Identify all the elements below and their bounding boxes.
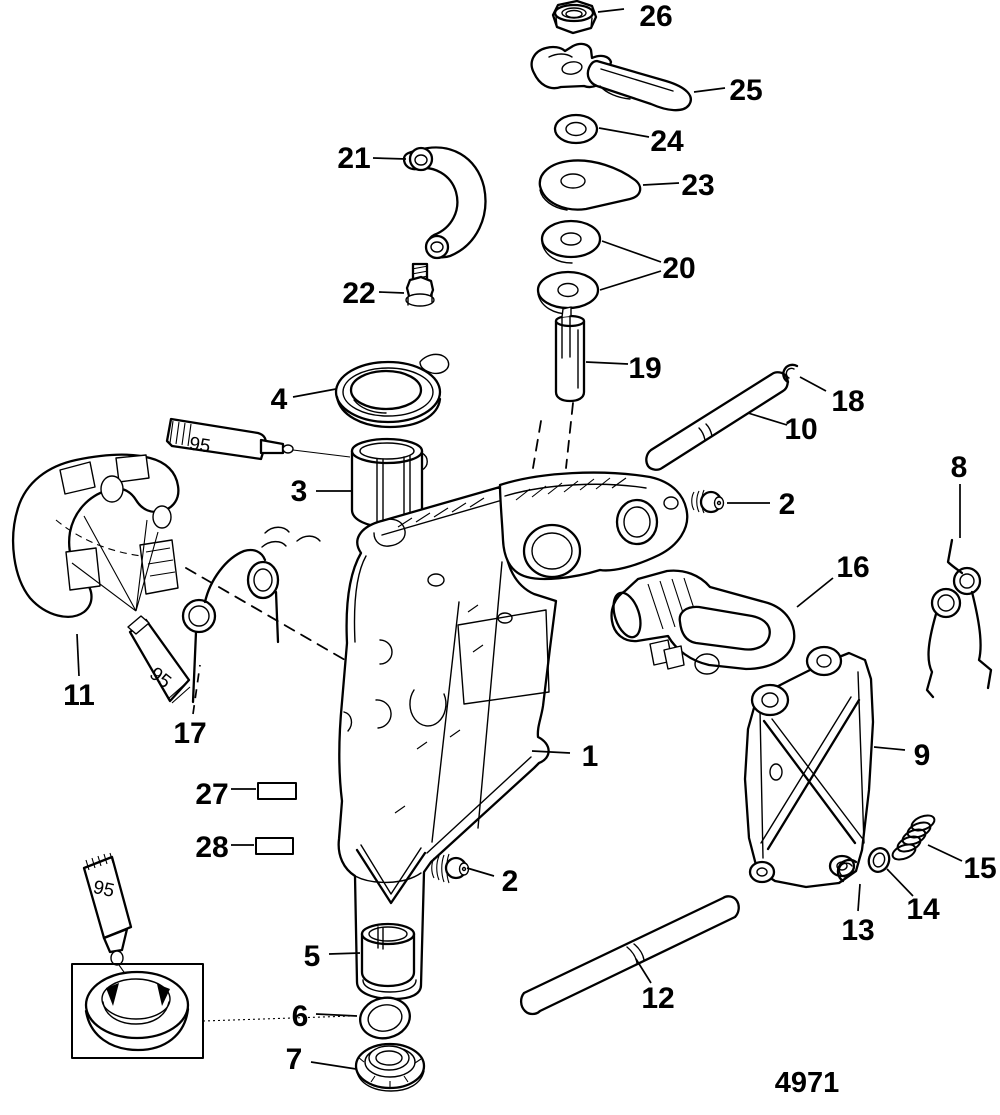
leader-line-5-26 [329,953,360,954]
callout-18-8: 18 [831,385,865,418]
part-15-spring [890,812,936,862]
callout-2-12: 2 [778,488,796,521]
callout-11-15: 11 [63,679,95,712]
callout-25-1: 25 [729,74,763,107]
leader-line-13-23 [858,884,860,911]
part-2-grease-fitting-lower [432,854,469,883]
callout-15-21: 15 [963,852,997,885]
callout-3-11: 3 [290,475,308,508]
callout-23-3: 23 [681,169,715,202]
part-7-seal-carrier [356,1044,424,1091]
leader-line-22-6 [379,292,404,293]
callout-22-6: 22 [342,277,376,310]
part-12-tilt-pin [521,896,739,1014]
callout-1-17: 1 [581,740,599,773]
lubricant-tube-top [167,419,350,459]
callout-21-4: 21 [337,142,371,175]
leader-line-7-28 [311,1062,356,1069]
leader-line-21-4 [373,158,406,159]
callout-17-16: 17 [173,717,207,750]
part-27-decal [258,783,296,799]
lubricant-95-label-bottom: 95 [91,876,117,902]
leader-line-20-5 [602,241,661,262]
leader-line-15-21 [928,845,962,861]
leader-line-23-3 [643,183,679,185]
leader-line-2-24 [467,868,494,876]
callout-13-23: 13 [841,914,875,947]
part-21-clamp-half-ring [404,148,485,258]
lubricant-95-label-middle: 95 [145,663,175,693]
callout-12-25: 12 [641,982,675,1015]
part-25-tilt-lock-lever [532,44,691,110]
callout-16-14: 16 [836,551,870,584]
callout-8-13: 8 [950,451,968,484]
callout-7-28: 7 [285,1043,303,1076]
leader-line-16-14 [797,578,833,607]
part-1-swivel-bracket [262,473,687,999]
part-2-grease-fitting-upper [692,490,724,513]
part-20-washers [538,221,600,314]
leader-line-12-25 [636,959,651,983]
part-28-decal [256,838,293,854]
part-10-tilt-rod [646,372,787,469]
leader-line-26-0 [598,9,624,12]
leader-line-24-2 [599,128,649,137]
callout-24-2: 24 [650,125,684,158]
leader-line-19-7 [586,362,628,364]
part-6-o-ring [356,993,413,1043]
callout-4-10: 4 [270,383,288,416]
part-19-pivot-pin [556,307,584,401]
part-16-transom-clamp [608,571,794,674]
thrust-ring-inset-box [72,964,352,1058]
part-8-lock-spring [927,540,991,697]
part-26-locknut [553,1,596,33]
leader-line-14-22 [887,869,913,896]
callout-26-0: 26 [639,0,673,33]
part-18-circlip [783,365,797,382]
leader-line-20-5 [600,271,661,290]
part-11-copilot-clamp-assembly [13,455,178,617]
callout-9-18: 9 [913,739,931,772]
part-5-lower-bushing [362,924,414,986]
part-23-tilt-lock-cam [540,160,640,210]
callout-10-9: 10 [784,413,818,446]
callout-6-27: 6 [291,1000,309,1033]
leader-line-4-10 [293,389,336,397]
part-22-bolt [406,264,434,306]
callout-20-5: 20 [662,252,696,285]
leader-line-9-18 [874,747,905,750]
leader-line-11-15 [77,634,79,676]
part-4-flanged-seal-ring [336,354,449,427]
leader-line-6-27 [316,1014,357,1016]
leader-line-18-8 [800,377,826,391]
callout-2-24: 2 [501,865,519,898]
leader-line-10-9 [748,413,787,425]
callout-5-26: 5 [303,940,321,973]
leader-line-25-1 [694,88,725,92]
figure-number: 4971 [774,1067,840,1099]
callout-19-7: 19 [628,352,662,385]
part-24-washer [555,115,597,143]
callout-28-20: 28 [195,831,229,864]
part-9-stern-bracket [745,647,873,887]
lubricant-95-label-top: 95 [187,433,212,458]
callout-14-22: 14 [906,893,940,926]
callout-27-19: 27 [195,778,229,811]
